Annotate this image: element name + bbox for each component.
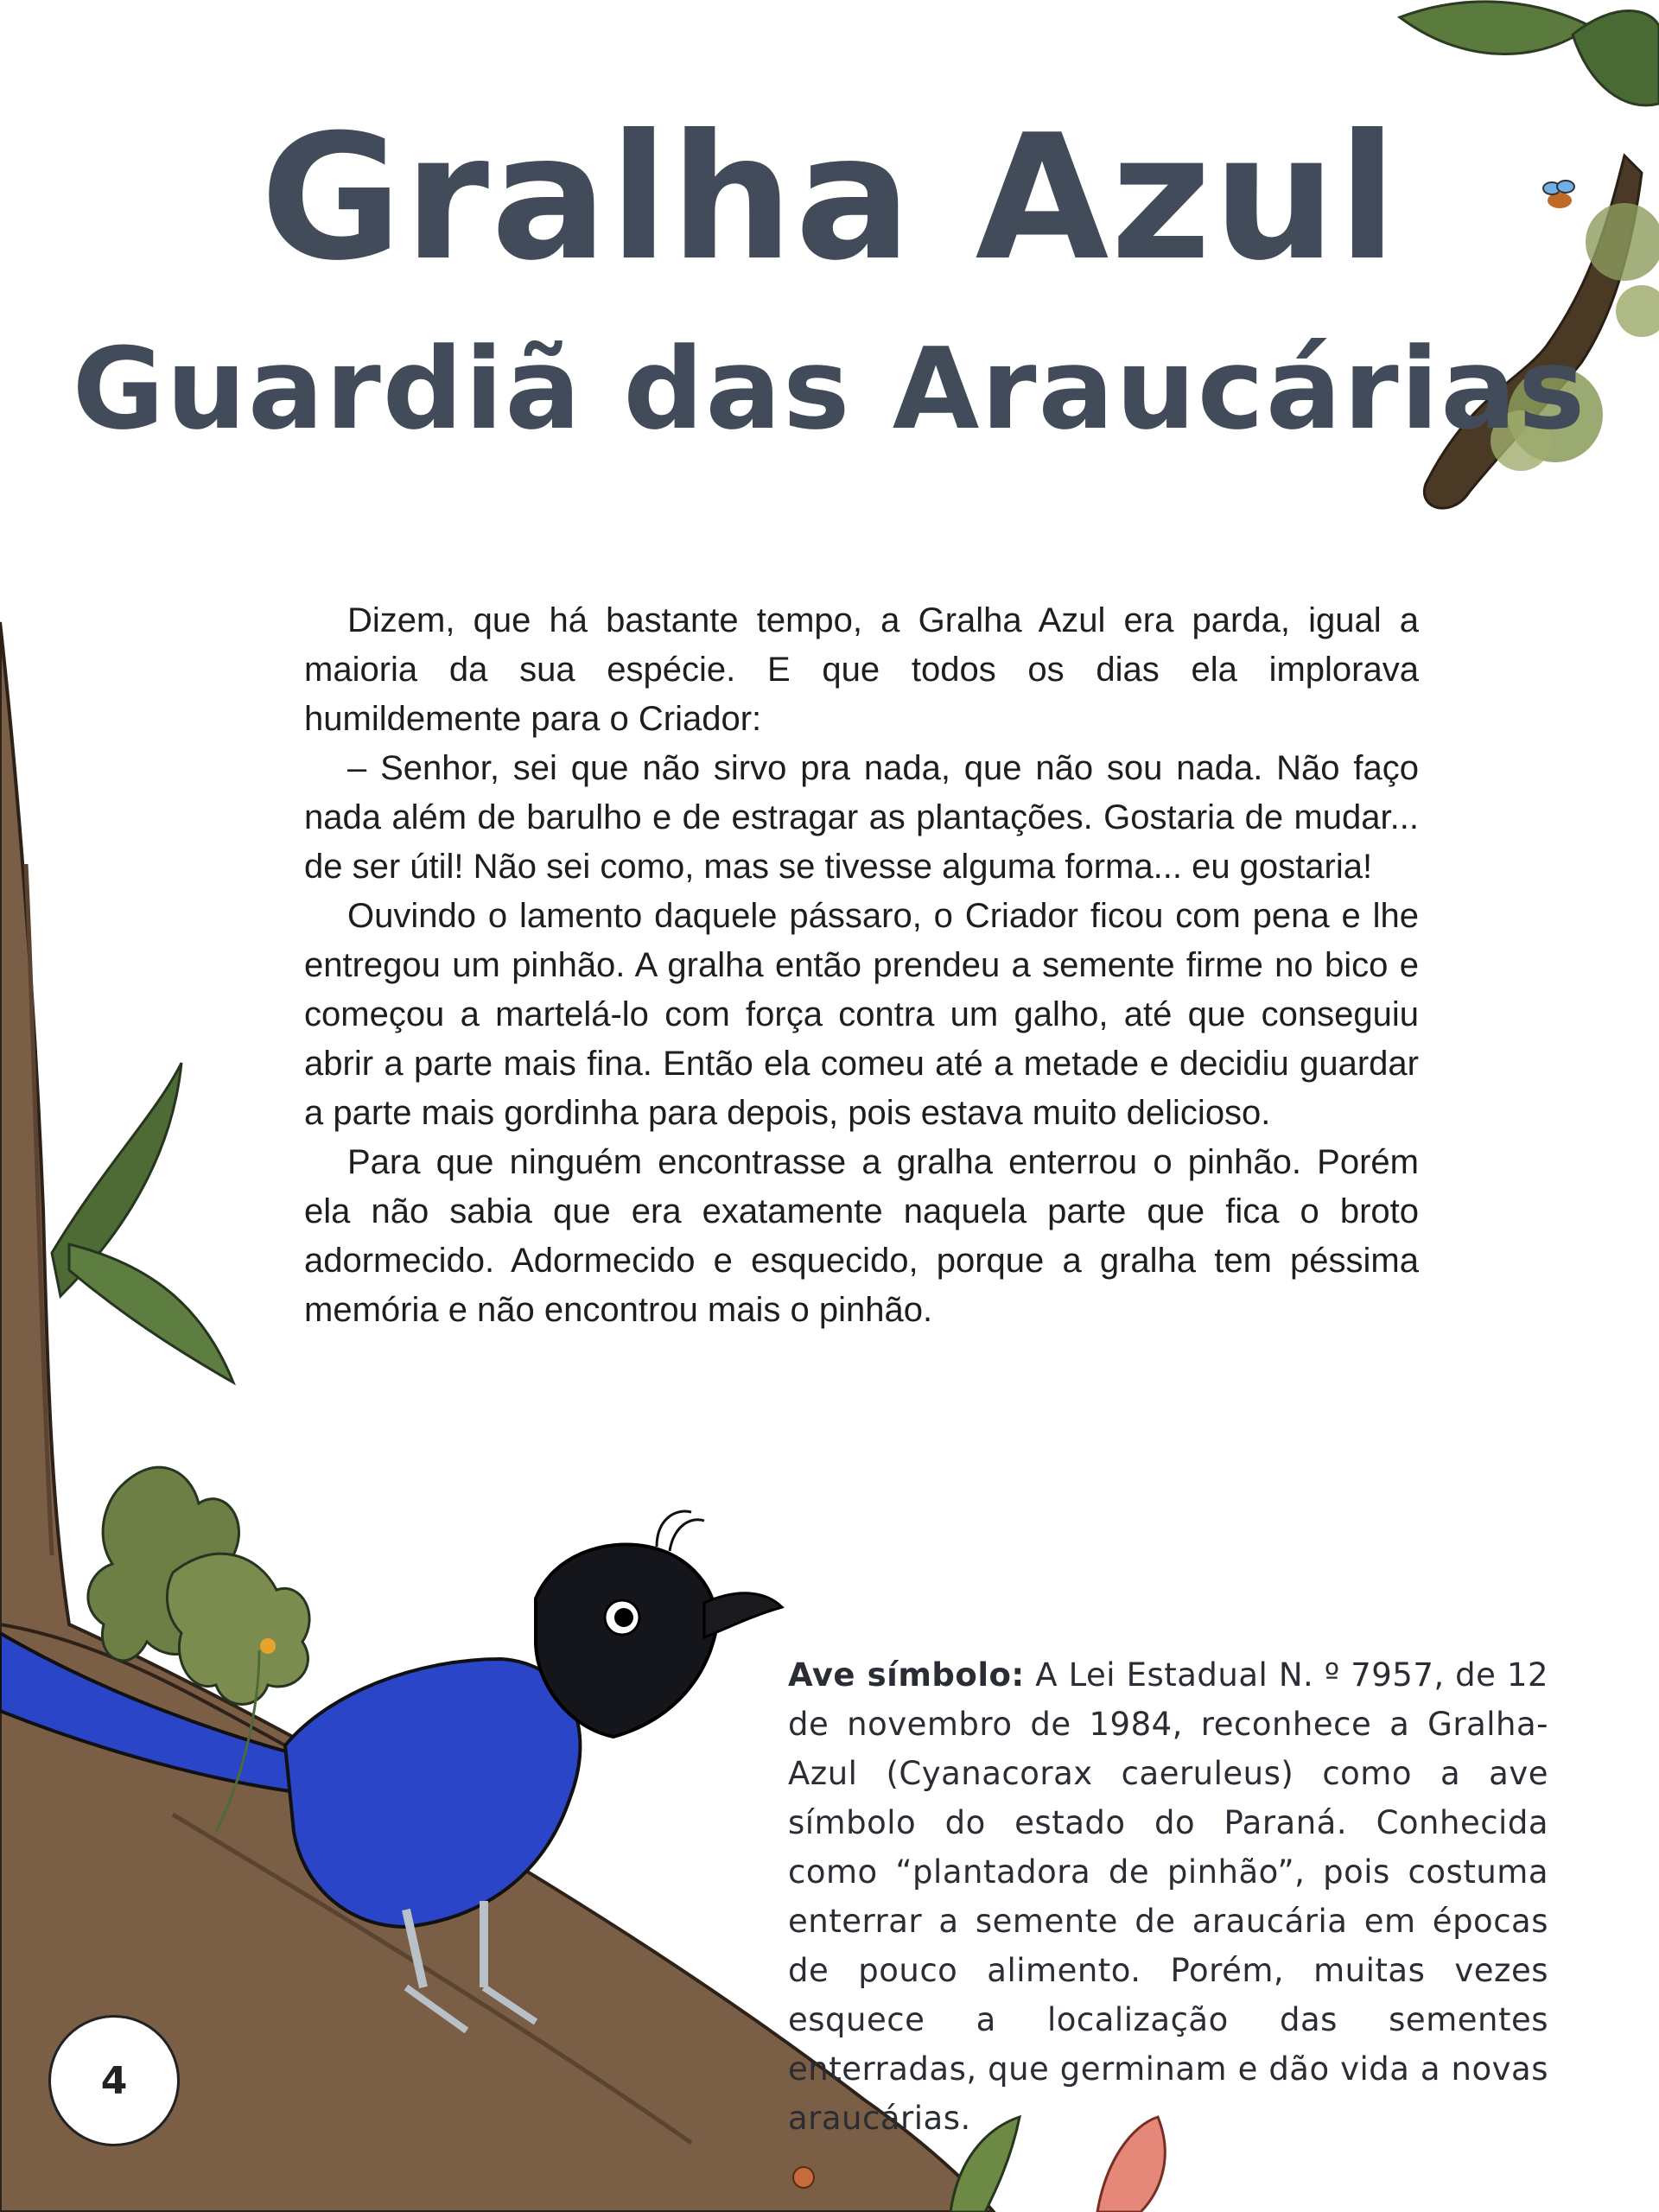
fact-box-text: A Lei Estadual N. º 7957, de 12 de novembro de 1984, reconhece a Gralha-Azul (Cyanacorax caeruleus) como a ave símbolo do estado do Paraná. Conhecida como “plantadora de pinhão”, pois costuma enterrar a semente de araucária em épocas de pouco alimento. Porém, muitas vezes esquece a localização das sementes enterradas, que germinam e dão vida a novas araucárias. bbox=[788, 1656, 1548, 2137]
page-title: Gralha Azul bbox=[260, 98, 1399, 299]
story-paragraph: Ouvindo o lamento daquele pássaro, o Criador ficou com pena e lhe entregou um pinhão. A gralha então prendeu a semente firme no bico e começou a martelá-lo com força contra um galho, até que conseguiu abrir a parte mais fina. Então ela comeu até a metade e decidiu guardar a parte mais gordinha para depois, pois estava muito delicioso. bbox=[304, 897, 1419, 1132]
left-plant bbox=[52, 1063, 233, 1382]
page-number: 4 bbox=[48, 2015, 180, 2146]
story-paragraph: Dizem, que há bastante tempo, a Gralha Azul era parda, igual a maioria da sua espécie. E que todos os dias ela implorava humildemente para o Criador: bbox=[304, 601, 1419, 738]
story-paragraph: Para que ninguém encontrasse a gralha enterrou o pinhão. Porém ela não sabia que era exatamente naquela parte que fica o broto adormecido. Adormecido e esquecido, porque a gralha tem péssima memória e não encontrou mais o pinhão. bbox=[304, 1143, 1419, 1329]
fact-box bbox=[788, 1650, 1548, 2143]
story-text bbox=[304, 596, 1419, 1335]
fact-box-label: Ave símbolo: bbox=[788, 1656, 1025, 1694]
story-paragraph: – Senhor, sei que não sirvo pra nada, que não sou nada. Não faço nada além de barulho e de estragar as plantações. Gostaria de mudar... de ser útil! Não sei como, mas se tivesse alguma forma... eu gostaria! bbox=[304, 749, 1419, 886]
page-subtitle: Guardiã das Araucárias bbox=[72, 323, 1587, 454]
